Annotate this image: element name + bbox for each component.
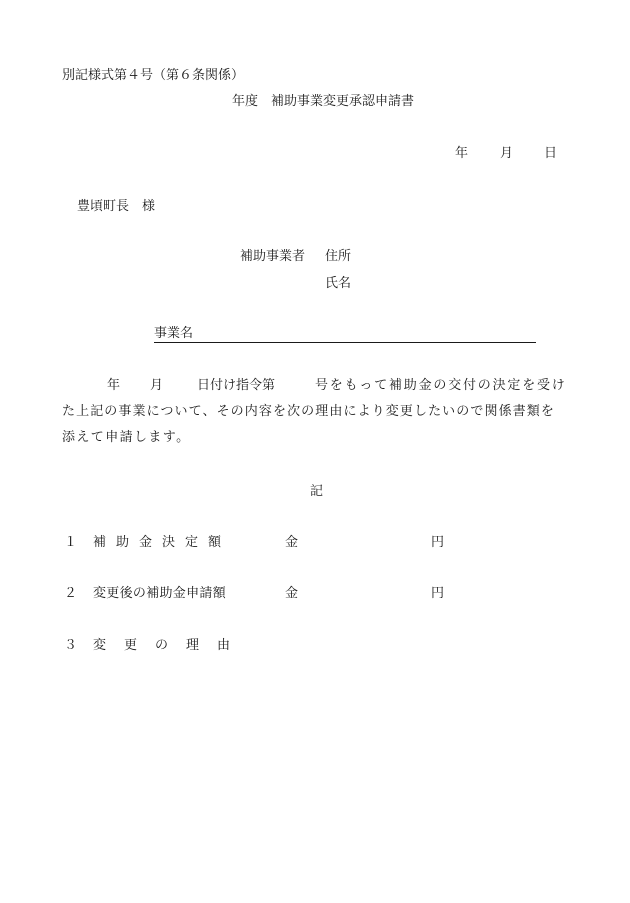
project-name-label: 事業名 [154,326,194,341]
ki-label: 記 [310,484,324,499]
item-yen: 円 [431,535,445,550]
item-label: 変更の理由 [93,638,249,653]
item-number: １ [64,535,78,550]
body-rest: 号をもって補助金の交付の決定を受け [315,378,567,393]
item-label: 変更後の補助金申請額 [93,586,227,601]
body-month: 月 [150,378,164,393]
item-kin: 金 [285,586,299,601]
date-month: 月 [500,146,514,161]
item-number: ２ [64,586,78,601]
item-yen: 円 [431,586,445,601]
applicant-address-label: 住所 [325,249,352,264]
item-label: 補助金決定額 [93,535,232,550]
body-line-3: 添えて申請します。 [62,430,191,445]
body-line-2: た上記の事業について、その内容を次の理由により変更したいので関係書類を [62,404,555,419]
form-label: 別記様式第４号（第６条関係） [62,68,245,83]
body-date-text: 日付け指令第 [197,378,276,393]
date-year: 年 [455,146,469,161]
item-kin: 金 [285,535,299,550]
document-title: 年度 補助事業変更承認申請書 [232,94,415,109]
addressee: 豊頃町長 様 [77,199,156,214]
item-number: ３ [64,638,78,653]
applicant-label: 補助事業者 [240,249,306,264]
body-year: 年 [107,378,121,393]
applicant-name-label: 氏名 [325,276,352,291]
project-name-underline [154,342,536,343]
date-day: 日 [544,146,558,161]
